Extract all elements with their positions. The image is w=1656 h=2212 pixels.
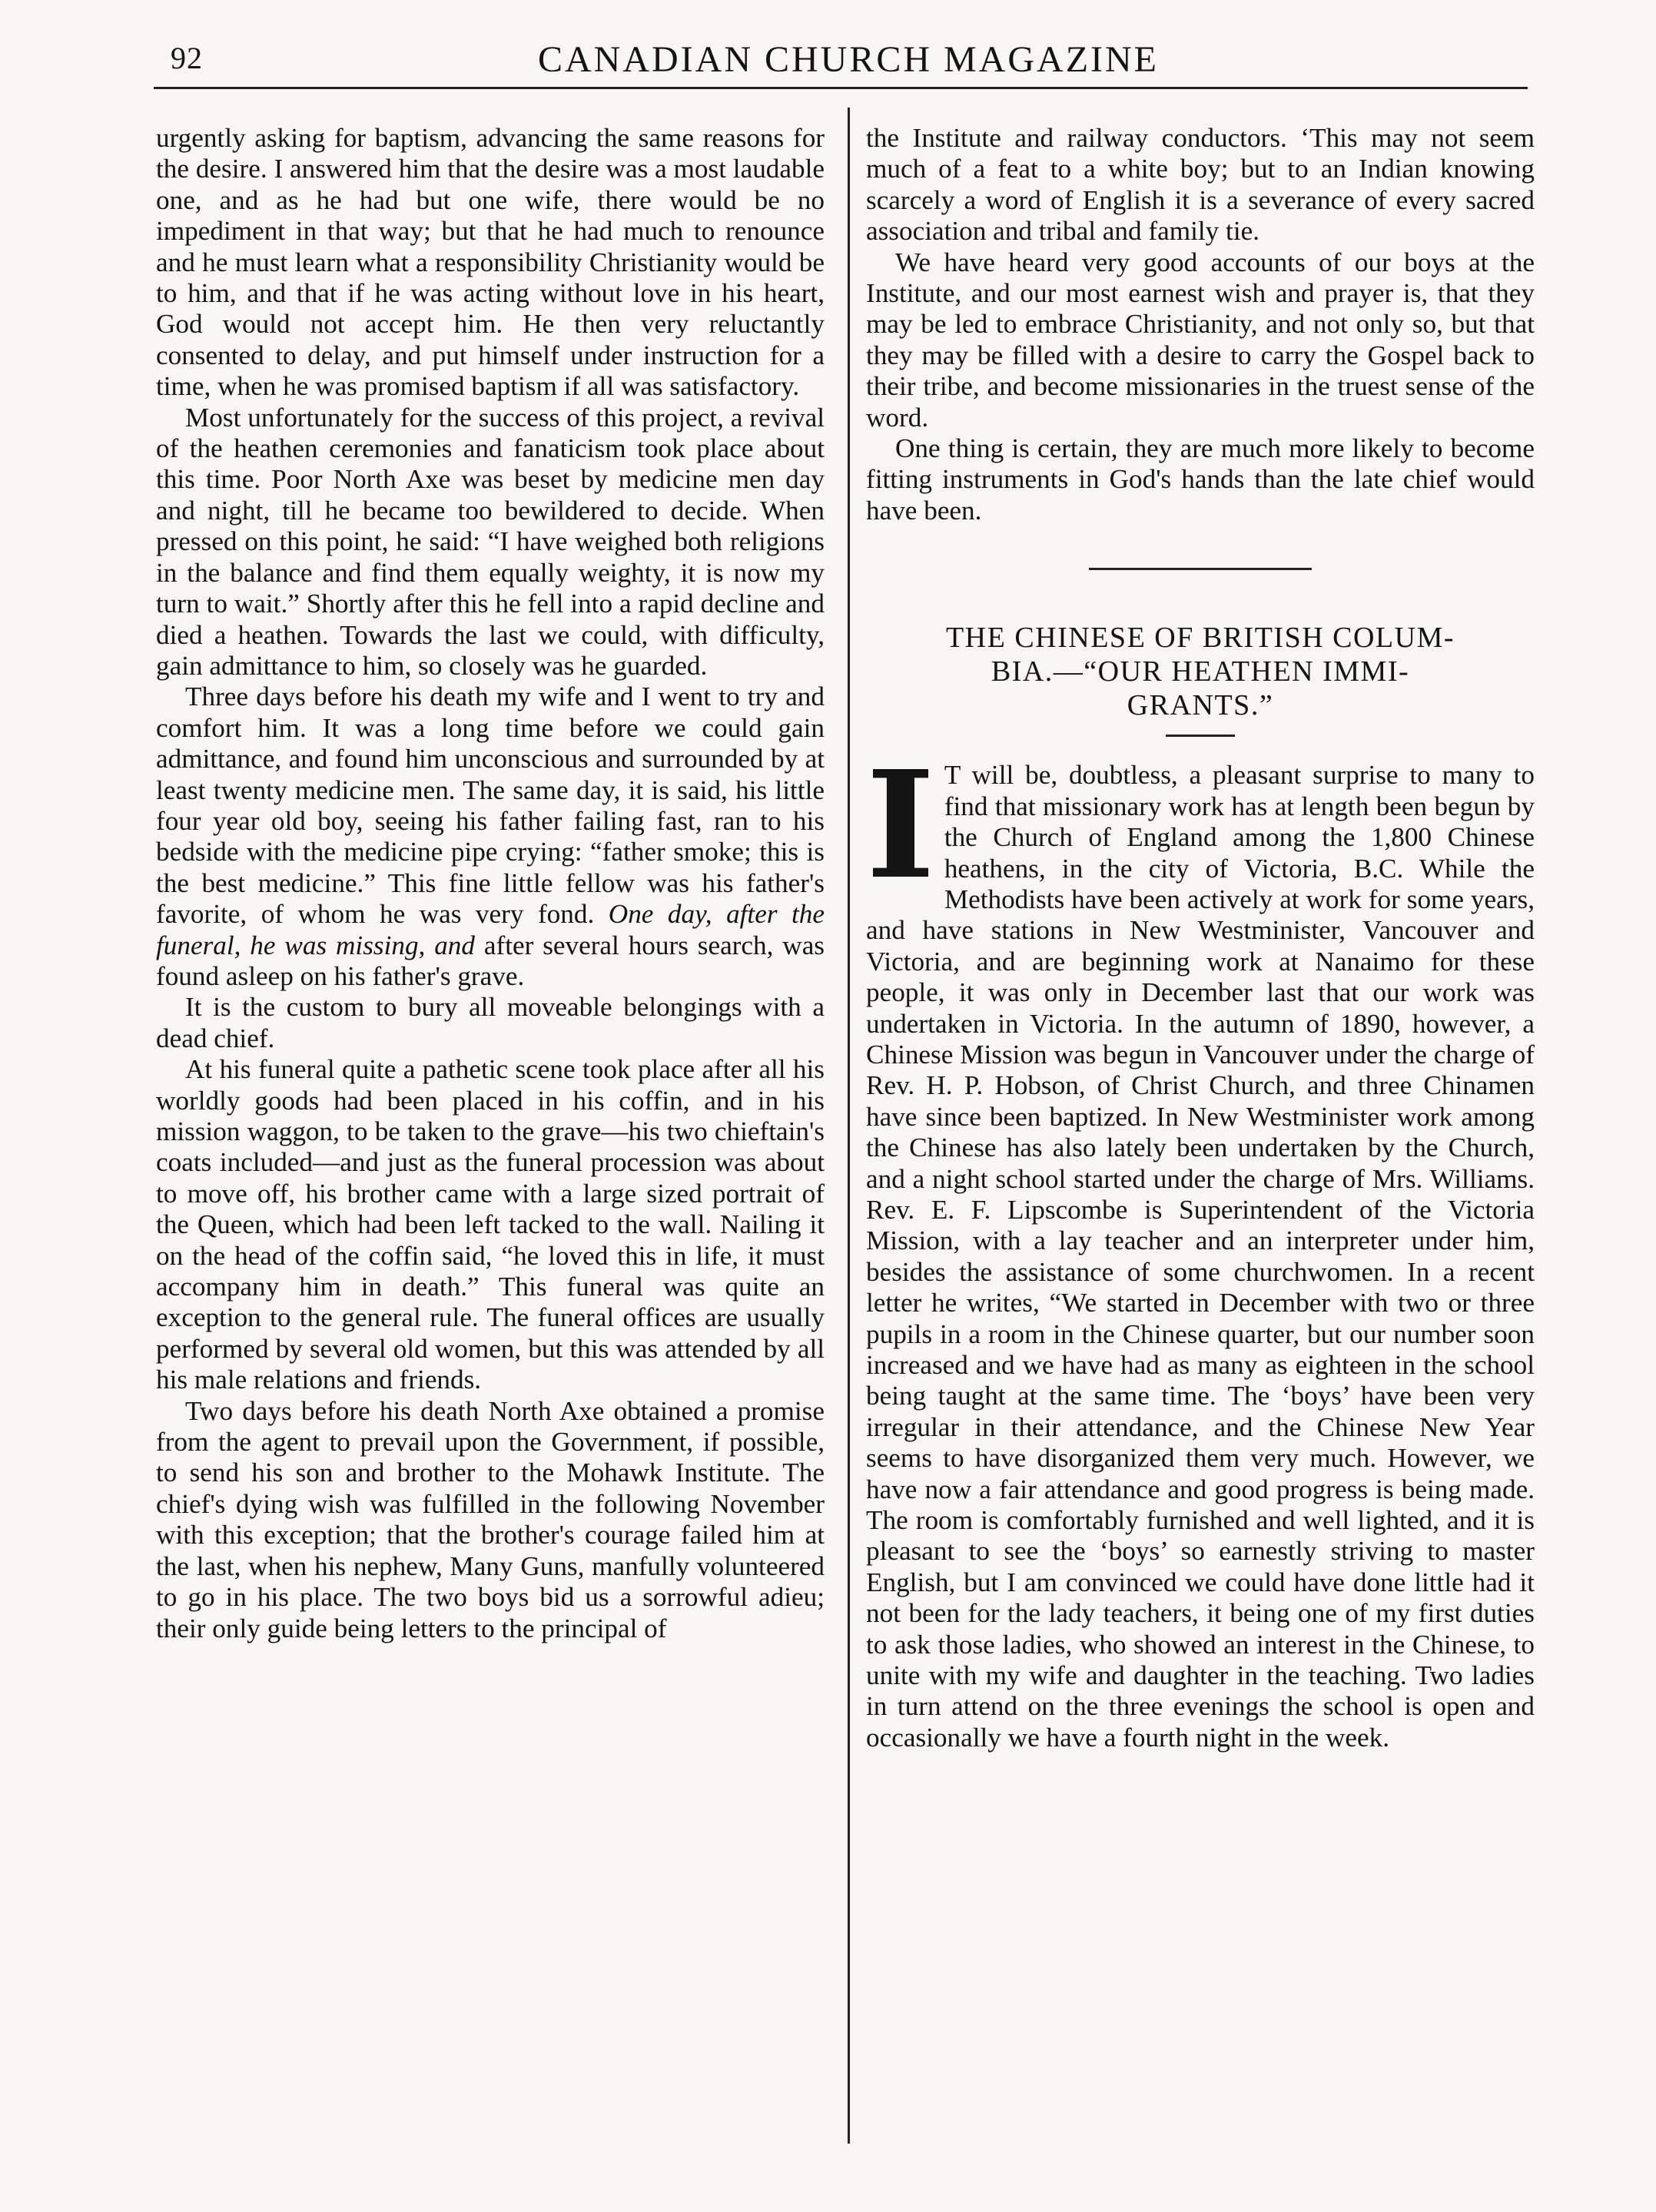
section-title-line: BIA.—“OUR HEATHEN IMMI-	[991, 655, 1410, 688]
paragraph: One thing is certain, they are much more likely to become fitting instruments in God's hands than the late chief would have been.	[866, 433, 1535, 526]
paragraph-text: after several hours search, was found asleep on his father's grave.	[156, 930, 825, 991]
section-title	[866, 621, 1535, 722]
column-rule	[848, 108, 850, 2144]
running-head: CANADIAN CHURCH MAGAZINE	[538, 39, 1159, 80]
section-title-line: GRANTS.”	[1127, 689, 1274, 722]
paragraph-text: T will be, doubtless, a pleasant surprise to many to find that missionary work has at length been begun by the Church of England among the 1,800 Chinese heathens, in the city of Victoria, B.C. While the Methodists have been actively at work for some years, and have stations in New Westminister, Vancouver and Victoria, and are beginning work at Nanaimo for these people, it was only in December last that our work was undertaken in Victoria. In the autumn of 1890, however, a Chinese Mission was begun in Vancouver under the charge of Rev. H. P. Hobson, of Christ Church, and three Chinamen have since been baptized. In New Westminister work among the Chinese has also lately been undertaken by the Church, and a night school started under the charge of Mrs. Williams. Rev. E. F. Lipscombe is Superintendent of the Victoria Mission, with a lay teacher and an interpreter under him, besides the assistance of some churchwomen. In a recent letter he writes, “We started in December with two or three pupils in a room in the Chinese quarter, but our number soon increased and we have had as many as eighteen in the school being taught at the same time. The ‘boys’ have been very irregular in their attendance, and the Chinese New Year seems to have disorganized them very much. However, we have now a fair attendance and good progress is being made. The room is comfortably furnished and well lighted, and it is pleasant to see the ‘boys’ so earnestly striving to master English, but I am convinced we could have done little had it not been for the lady teachers, it being one of my first duties to ask those ladies, who showed an interest in the Chinese, to unite with my wife and daughter in the teaching. Two ladies in turn attend on the three evenings the school is open and occasionally we have a fourth night in the week.	[866, 760, 1535, 1753]
article-paragraph	[866, 739, 1535, 1753]
paragraph-text: Three days before his death my wife and I went to try and comfort him. It was a long time before we could gain admittance, and found him unconscious and surrounded by at least twenty medicine men. The same day, it is said, his little four year old boy, seeing his father failing fast, ran to his bedside with the medicine pipe crying: “father smoke; this is the best medicine.” This fine little fellow was his father's favorite, of whom he was very fond.	[156, 682, 825, 930]
drop-cap: I	[866, 739, 935, 913]
title-rule	[1166, 735, 1235, 737]
page-number: 92	[171, 41, 203, 75]
paragraph: Most unfortunately for the success of this project, a revival of the heathen ceremonies and fanaticism took place about this time. Poor North Axe was beset by medicine men day and night, till he became too bewildered to decide. When pressed on this point, he said: “I have weighed both religions in the balance and find them equally weighty, it is now my turn to wait.” Shortly after this he fell into a rapid decline and died a heathen. Towards the last we could, with difficulty, gain admittance to him, so closely was he guarded.	[156, 402, 825, 681]
paragraph: It is the custom to bury all moveable belongings with a dead chief.	[156, 992, 825, 1053]
paragraph: the Institute and railway conductors. ‘This may not seem much of a feat to a white boy; but to an Indian knowing scarcely a word of English it is a severance of every sacred association and tribal and family tie.	[866, 123, 1535, 247]
paragraph: urgently asking for baptism, advancing the same reasons for the desire. I answered him that the desire was a most laudable one, and as he had but one wife, there would be no impediment in that way; but that he had much to renounce and he must learn what a responsibility Christianity would be to him, and that if he was acting without love in his heart, God would not accept him. He then very reluctantly consented to delay, and put himself under instruction for a time, when he was promised baptism if all was satisfactory.	[156, 123, 825, 402]
right-column	[866, 123, 1535, 1753]
section-divider	[1089, 568, 1312, 570]
section-title-line: THE CHINESE OF BRITISH COLUM-	[945, 622, 1455, 655]
italic-text: One day, after the funeral, he was missing, and	[156, 899, 825, 960]
left-column	[156, 123, 825, 1644]
paragraph: Two days before his death North Axe obtained a promise from the agent to prevail upon the Government, if possible, to send his son and brother to the Mohawk Institute. The chief's dying wish was fulfilled in the following November with this exception; that the brother's courage failed him at the last, when his nephew, Many Guns, manfully volunteered to go in his place. The two boys bid us a sorrowful adieu; their only guide being letters to the principal of	[156, 1395, 825, 1643]
header-rule	[154, 87, 1528, 89]
paragraph: At his funeral quite a pathetic scene took place after all his worldly goods had been placed in his coffin, and in his mission waggon, to be taken to the grave—his two chieftain's coats included—and just as the funeral procession was about to move off, his brother came with a large sized portrait of the Queen, which had been left tacked to the wall. Nailing it on the head of the coffin said, “he loved this in life, it must accompany him in death.” This funeral was quite an exception to the general rule. The funeral offices are usually performed by several old women, but this was attended by all his male relations and friends.	[156, 1054, 825, 1395]
paragraph	[156, 682, 825, 992]
paragraph: We have heard very good accounts of our boys at the Institute, and our most earnest wish and prayer is, that they may be led to embrace Christianity, and not only so, but that they may be filled with a desire to carry the Gospel back to their tribe, and become missionaries in the truest sense of the word.	[866, 247, 1535, 433]
